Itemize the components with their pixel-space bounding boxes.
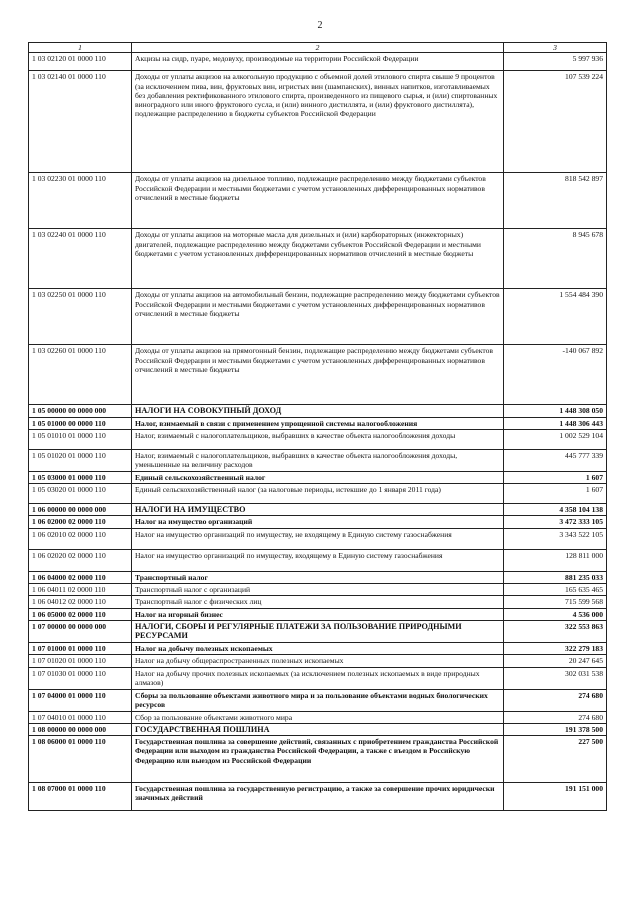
- table-row: [29, 689, 607, 711]
- table-row: [29, 596, 607, 608]
- table-row: [29, 620, 607, 642]
- row-sum-cell: 128 811 000: [504, 549, 607, 571]
- table-row: [29, 289, 607, 345]
- row-sum-cell: 227 500: [504, 736, 607, 783]
- row-code-cell: 1 06 02010 02 0000 110: [29, 528, 132, 549]
- row-sum-cell: 107 539 224: [504, 71, 607, 173]
- row-sum-cell: 1 002 529 104: [504, 429, 607, 449]
- row-sum-cell: 3 472 333 105: [504, 516, 607, 528]
- row-name-cell: Транспортный налог с организаций: [132, 584, 504, 596]
- row-name-cell: Налог, взимаемый с налогоплательщиков, выбравших в качестве объекта налогообложения доходы, уменьшенные на величину расходов: [132, 449, 504, 471]
- row-name-cell: Доходы от уплаты акцизов на автомобильный бензин, подлежащие распределению между бюджетами субъектов Российской Федерации и местными бюджетами с учетом установленных дифференцированных нормативов отчислений в местные бюджеты: [132, 289, 504, 345]
- row-sum-cell: 322 553 863: [504, 620, 607, 642]
- revenue-table: [28, 42, 607, 811]
- row-code-cell: 1 07 01020 01 0000 110: [29, 655, 132, 667]
- row-code-cell: 1 05 01000 00 0000 110: [29, 417, 132, 429]
- row-sum-cell: 274 680: [504, 711, 607, 723]
- table-row: [29, 655, 607, 667]
- row-code-cell: 1 07 00000 00 0000 000: [29, 620, 132, 642]
- row-name-cell: Транспортный налог с физических лиц: [132, 596, 504, 608]
- table-row: [29, 449, 607, 471]
- table-row: [29, 71, 607, 173]
- row-name-cell: НАЛОГИ НА СОВОКУПНЫЙ ДОХОД: [132, 405, 504, 417]
- row-name-cell: Налог на имущество организаций: [132, 516, 504, 528]
- row-name-cell: НАЛОГИ НА ИМУЩЕСТВО: [132, 504, 504, 516]
- table-row: [29, 484, 607, 504]
- row-code-cell: 1 03 02240 01 0000 110: [29, 229, 132, 289]
- row-code-cell: 1 03 02230 01 0000 110: [29, 173, 132, 229]
- row-name-cell: Единый сельскохозяйственный налог (за налоговые периоды, истекшие до 1 января 2011 года): [132, 484, 504, 504]
- table-header-row: [29, 43, 607, 53]
- row-sum-cell: 1 607: [504, 471, 607, 483]
- row-sum-cell: 274 680: [504, 689, 607, 711]
- row-sum-cell: 3 343 522 105: [504, 528, 607, 549]
- row-sum-cell: 20 247 645: [504, 655, 607, 667]
- table-row: [29, 667, 607, 689]
- row-code-cell: 1 05 03000 01 0000 110: [29, 471, 132, 483]
- row-name-cell: Налог, взимаемый в связи с применением упрощенной системы налогообложения: [132, 417, 504, 429]
- row-name-cell: Доходы от уплаты акцизов на прямогонный бензин, подлежащие распределению между бюджетами субъектов Российской Федерации и местными бюджетами с учетом установленных дифференцированных нормативов отчислений в местные бюджеты: [132, 345, 504, 405]
- row-sum-cell: 881 235 033: [504, 571, 607, 583]
- row-name-cell: Акцизы на сидр, пуаре, медовуху, производимые на территории Российской Федерации: [132, 53, 504, 71]
- row-code-cell: 1 08 06000 01 0000 110: [29, 736, 132, 783]
- row-sum-cell: 818 542 897: [504, 173, 607, 229]
- row-name-cell: Доходы от уплаты акцизов на дизельное топливо, подлежащие распределению между бюджетами субъектов Российской Федерации и местными бюджетами с учетом установленных дифференцированных нормативов отчислений в местные бюджеты: [132, 173, 504, 229]
- row-name-cell: НАЛОГИ, СБОРЫ И РЕГУЛЯРНЫЕ ПЛАТЕЖИ ЗА ПОЛЬЗОВАНИЕ ПРИРОДНЫМИ РЕСУРСАМИ: [132, 620, 504, 642]
- table-row: [29, 711, 607, 723]
- table-row: [29, 417, 607, 429]
- table-row: [29, 504, 607, 516]
- table-row: [29, 642, 607, 654]
- table-row: [29, 429, 607, 449]
- table-row: [29, 471, 607, 483]
- table-row: [29, 516, 607, 528]
- column-header-sum: 3: [504, 43, 607, 53]
- table-row: [29, 571, 607, 583]
- row-sum-cell: -140 067 892: [504, 345, 607, 405]
- row-sum-cell: 302 031 538: [504, 667, 607, 689]
- row-code-cell: 1 06 04012 02 0000 110: [29, 596, 132, 608]
- row-code-cell: 1 08 00000 00 0000 000: [29, 723, 132, 735]
- table-row: [29, 405, 607, 417]
- row-code-cell: 1 06 04000 02 0000 110: [29, 571, 132, 583]
- row-code-cell: 1 03 02120 01 0000 110: [29, 53, 132, 71]
- row-name-cell: Государственная пошлина за совершение действий, связанных с приобретением гражданства Российской Федерации или выходом из гражданства Российской Федерации, а также с въездом в Российскую Федерацию или выездом из Российской Федерации: [132, 736, 504, 783]
- row-code-cell: 1 05 01010 01 0000 110: [29, 429, 132, 449]
- row-name-cell: Сборы за пользование объектами животного мира и за пользование объектами водных биологических ресурсов: [132, 689, 504, 711]
- row-sum-cell: 4 358 104 138: [504, 504, 607, 516]
- table-row: [29, 345, 607, 405]
- row-code-cell: 1 06 00000 00 0000 000: [29, 504, 132, 516]
- row-name-cell: Налог на имущество организаций по имуществу, не входящему в Единую систему газоснабжения: [132, 528, 504, 549]
- table-row: [29, 608, 607, 620]
- row-name-cell: Доходы от уплаты акцизов на моторные масла для дизельных и (или) карбюраторных (инжекторных) двигателей, подлежащие распределению между бюджетами субъектов Российской Федерации и местными бюджетами с учетом установленных дифференцированных нормативов отчислений в местные бюджеты: [132, 229, 504, 289]
- row-sum-cell: 1 607: [504, 484, 607, 504]
- row-code-cell: 1 07 01000 01 0000 110: [29, 642, 132, 654]
- row-code-cell: 1 07 04000 01 0000 110: [29, 689, 132, 711]
- row-code-cell: 1 03 02260 01 0000 110: [29, 345, 132, 405]
- row-sum-cell: 191 151 000: [504, 783, 607, 811]
- row-code-cell: 1 06 05000 02 0000 110: [29, 608, 132, 620]
- row-code-cell: 1 06 02000 02 0000 110: [29, 516, 132, 528]
- row-code-cell: 1 05 03020 01 0000 110: [29, 484, 132, 504]
- row-code-cell: 1 08 07000 01 0000 110: [29, 783, 132, 811]
- row-sum-cell: 445 777 339: [504, 449, 607, 471]
- row-sum-cell: 1 448 306 443: [504, 417, 607, 429]
- row-name-cell: Налог на добычу прочих полезных ископаемых (за исключением полезных ископаемых в виде природных алмазов): [132, 667, 504, 689]
- table-body: [29, 53, 607, 811]
- table-row: [29, 173, 607, 229]
- row-code-cell: 1 03 02140 01 0000 110: [29, 71, 132, 173]
- row-name-cell: Налог на игорный бизнес: [132, 608, 504, 620]
- row-sum-cell: 165 635 465: [504, 584, 607, 596]
- row-name-cell: Налог на добычу общераспространенных полезных ископаемых: [132, 655, 504, 667]
- row-sum-cell: 1 554 484 390: [504, 289, 607, 345]
- row-name-cell: Доходы от уплаты акцизов на алкогольную продукцию с объемной долей этилового спирта свыше 9 процентов (за исключением пива, вин, фруктовых вин, игристых вин (шампанских), винных напитков, изготавливаемых без добавления ректификованного этилового спирта, произведенного из пищевого сырья, и (или) спиртованных виноградного или иного фруктового сусла, и (или) винного дистиллята, и (или) фруктового дистиллята), подлежащие распределению в бюджеты субъектов Российской Федерации: [132, 71, 504, 173]
- table-row: [29, 528, 607, 549]
- row-code-cell: 1 05 00000 00 0000 000: [29, 405, 132, 417]
- column-header-code: 1: [29, 43, 132, 53]
- row-sum-cell: 322 279 183: [504, 642, 607, 654]
- row-name-cell: Сбор за пользование объектами животного мира: [132, 711, 504, 723]
- table-row: [29, 584, 607, 596]
- row-code-cell: 1 05 01020 01 0000 110: [29, 449, 132, 471]
- table-row: [29, 723, 607, 735]
- table-row: [29, 549, 607, 571]
- row-name-cell: Транспортный налог: [132, 571, 504, 583]
- column-header-name: 2: [132, 43, 504, 53]
- row-name-cell: Налог, взимаемый с налогоплательщиков, выбравших в качестве объекта налогообложения доходы: [132, 429, 504, 449]
- row-name-cell: Государственная пошлина за государственную регистрацию, а также за совершение прочих юридически значимых действий: [132, 783, 504, 811]
- row-sum-cell: 191 378 500: [504, 723, 607, 735]
- row-sum-cell: 8 945 678: [504, 229, 607, 289]
- row-name-cell: Налог на добычу полезных ископаемых: [132, 642, 504, 654]
- row-name-cell: ГОСУДАРСТВЕННАЯ ПОШЛИНА: [132, 723, 504, 735]
- table-row: [29, 783, 607, 811]
- table-row: [29, 229, 607, 289]
- row-sum-cell: 4 536 000: [504, 608, 607, 620]
- table-row: [29, 53, 607, 71]
- row-code-cell: 1 06 04011 02 0000 110: [29, 584, 132, 596]
- row-name-cell: Налог на имущество организаций по имуществу, входящему в Единую систему газоснабжения: [132, 549, 504, 571]
- row-code-cell: 1 03 02250 01 0000 110: [29, 289, 132, 345]
- row-code-cell: 1 07 04010 01 0000 110: [29, 711, 132, 723]
- row-name-cell: Единый сельскохозяйственный налог: [132, 471, 504, 483]
- row-sum-cell: 5 997 936: [504, 53, 607, 71]
- row-sum-cell: 715 599 568: [504, 596, 607, 608]
- page-number: 2: [317, 20, 323, 31]
- row-code-cell: 1 07 01030 01 0000 110: [29, 667, 132, 689]
- row-code-cell: 1 06 02020 02 0000 110: [29, 549, 132, 571]
- row-sum-cell: 1 448 308 050: [504, 405, 607, 417]
- table-row: [29, 736, 607, 783]
